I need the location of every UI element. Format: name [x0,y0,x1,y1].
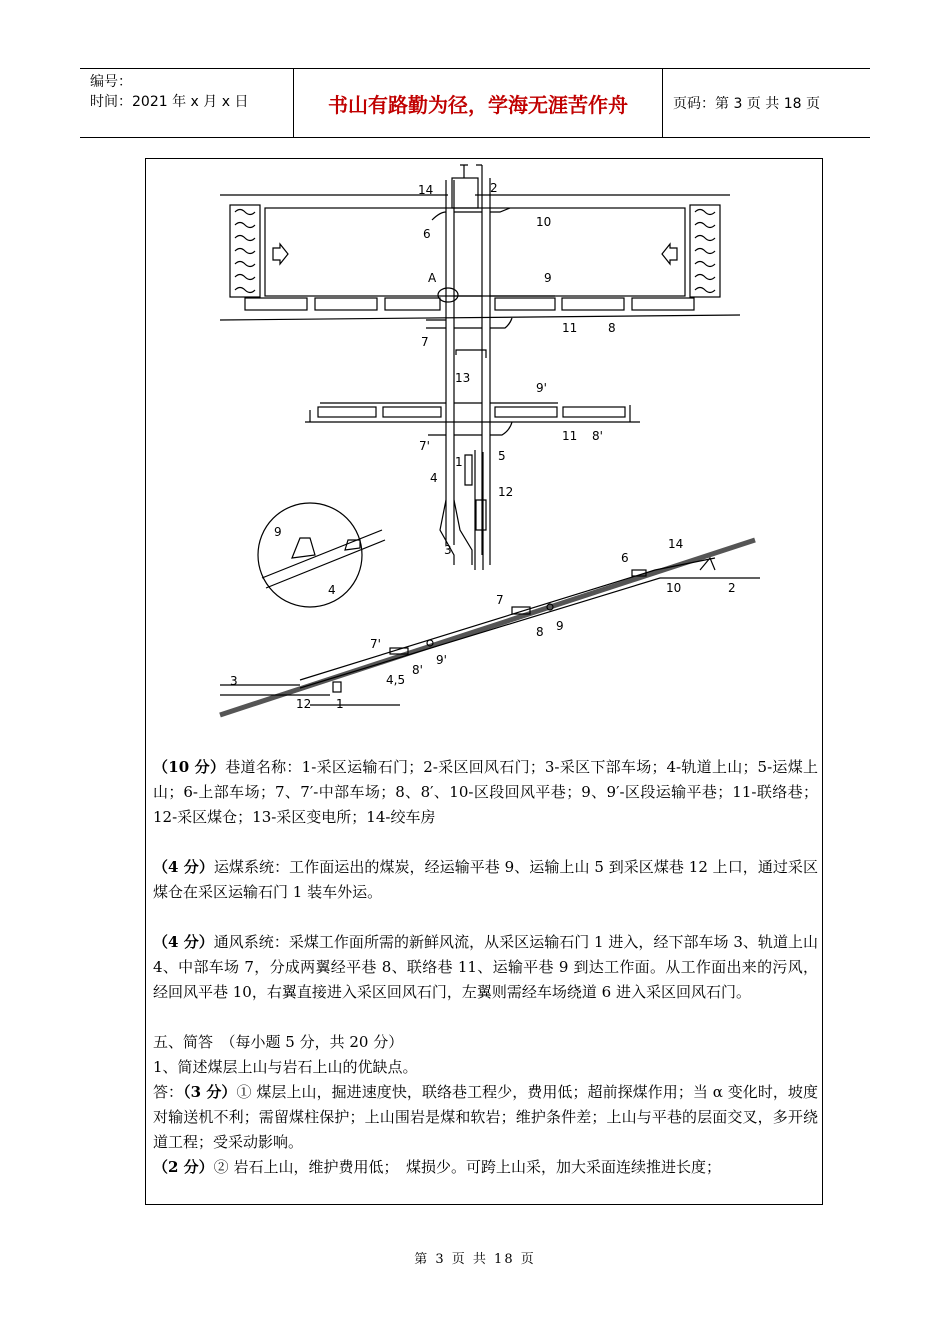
mine-layout-diagram [200,160,760,725]
label-12: 12 [498,485,514,499]
roadway-names-text: 巷道名称：1-采区运输石门；2-采区回风石门；3-采区下部车场；4-轨道上山；5-运煤上山；6-上部车场；7、7′-中部车场；8、8′、10-区段回风平巷；9、9′-区段运输平巷；11-联络巷；12-采区煤仓；13-采区变电所；14-绞车房 [153,758,818,826]
section-bunker [333,682,341,692]
detail-cart [292,538,315,558]
section-label-6: 6 [621,551,629,565]
section-label-12: 12 [296,697,312,711]
answer-1-text: ① 煤层上山，掘进速度快，联络巷工程少，费用低；超前探煤作用；当 α 变化时，坡度对输送机不利；需留煤柱保护；上山围岩是煤和软岩；维护条件差；上山与平巷的层面交叉，多开绕道工程；受采动影响。 [153,1083,818,1151]
diagram-svg [200,160,760,725]
label-a: A [428,271,437,285]
answer-2 [153,1155,818,1180]
answer-content [153,755,818,1180]
label-2: 2 [490,181,498,195]
label-3: 3 [444,543,452,557]
lower-chute [465,455,472,485]
section-label-2: 2 [728,581,736,595]
score-2: （2 分） [153,1158,214,1176]
label-5: 5 [498,449,506,463]
page-header [80,68,870,138]
label-4: 4 [430,471,438,485]
score-4-a: （4 分） [153,858,214,876]
label-8: 8 [608,321,616,335]
mid-station-7 [426,318,512,328]
pillar-block [495,407,557,417]
header-page-code: 页码：第 3 页 共 18 页 [673,96,820,112]
label-10: 10 [536,215,552,229]
section-label-1: 1 [336,697,344,711]
section-label-4-5: 4,5 [386,673,406,687]
left-goaf-pattern [235,210,255,293]
left-advance-arrow [273,244,288,264]
section-label-7-prime: 7' [370,637,381,651]
score-4-b: （4 分） [153,933,214,951]
detail-label-9: 9 [274,525,282,539]
label-7: 7 [421,335,429,349]
paragraph-ventilation [153,930,818,1005]
page-footer: 第 3 页 共 18 页 [414,1252,536,1267]
label-7-prime: 7' [419,439,430,453]
paragraph-roadway-names [153,755,818,830]
pillar-block [495,298,555,310]
number-label: 编号： [90,74,132,90]
section-label-10: 10 [666,581,682,595]
detail-label-4: 4 [328,583,336,597]
label-9: 9 [544,271,552,285]
section-label-9-prime: 9' [436,653,447,667]
return-roadway-10 [432,208,510,220]
coal-transport-text: 运煤系统：工作面运出的煤炭，经运输平巷 9、运输上山 5 到采区煤巷 12 上口，通过采区煤仓在采区运输石门 1 装车外运。 [153,858,818,901]
header-meta [80,69,294,137]
section-title: 五、简答 （每小题 5 分，共 20 分） [153,1033,404,1051]
section-label-3: 3 [230,674,238,688]
label-9-prime: 9' [536,381,547,395]
pillar-block [318,407,376,417]
label-11: 11 [562,321,578,335]
pillar-block [383,407,441,417]
section-label-7: 7 [496,593,504,607]
label-11-lower: 11 [562,429,578,443]
answer-prefix: 答： [153,1083,184,1101]
ventilation-text: 通风系统：采煤工作面所需的新鲜风流，从采区运输石门 1 进入，经下部车场 3、轨道上山 4、中部车场 7，分成两翼经平巷 8、联络巷 11、运输平巷 9 到达工作面。从工作面出来的污风，经回风平巷 10，右翼直接进入采区回风石门，左翼则需经车场绕道 6 进入采区回风石门。 [153,933,818,1001]
score-3: （3 分） [183,1083,237,1101]
label-14: 14 [418,183,434,197]
bunker-12 [476,500,486,530]
section-label-8: 8 [536,625,544,639]
question-1: 1、简述煤层上山与岩石上山的优缺点。 [153,1058,418,1076]
pillar-block [245,298,307,310]
rail-uphill [446,180,454,545]
header-motto: 书山有路勤为径，学海无涯苦作舟 [294,69,663,137]
pillar-block [563,407,625,417]
label-1: 1 [455,455,463,469]
junction-a [438,288,458,302]
top-shaft [460,165,482,178]
plan-bottom-boundary [220,315,740,320]
pillar-block [385,298,440,310]
pillar-block [562,298,624,310]
answer-1 [153,1080,818,1155]
paragraph-coal-transport [153,855,818,905]
label-6: 6 [423,227,431,241]
time-label: 时间：2021 年 x 月 x 日 [90,94,249,110]
pillar-block [315,298,377,310]
hoist-room [452,178,478,208]
section-label-14: 14 [668,537,684,551]
section-label-8-prime: 8' [412,663,423,677]
right-advance-arrow [662,244,677,264]
label-13: 13 [455,371,471,385]
right-goaf-pattern [695,210,715,293]
section-label-9: 9 [556,619,564,633]
label-8-prime: 8' [592,429,603,443]
pillar-block [632,298,694,310]
answer-2-text: ② 岩石上山，维护费用低； 煤损少。可跨上山采，加大采面连续推进长度； [213,1158,721,1176]
mid-station-7-prime [428,422,512,435]
section-uphill-bottom [300,578,760,688]
panel-block [265,208,685,296]
score-10: （10 分） [153,758,226,776]
